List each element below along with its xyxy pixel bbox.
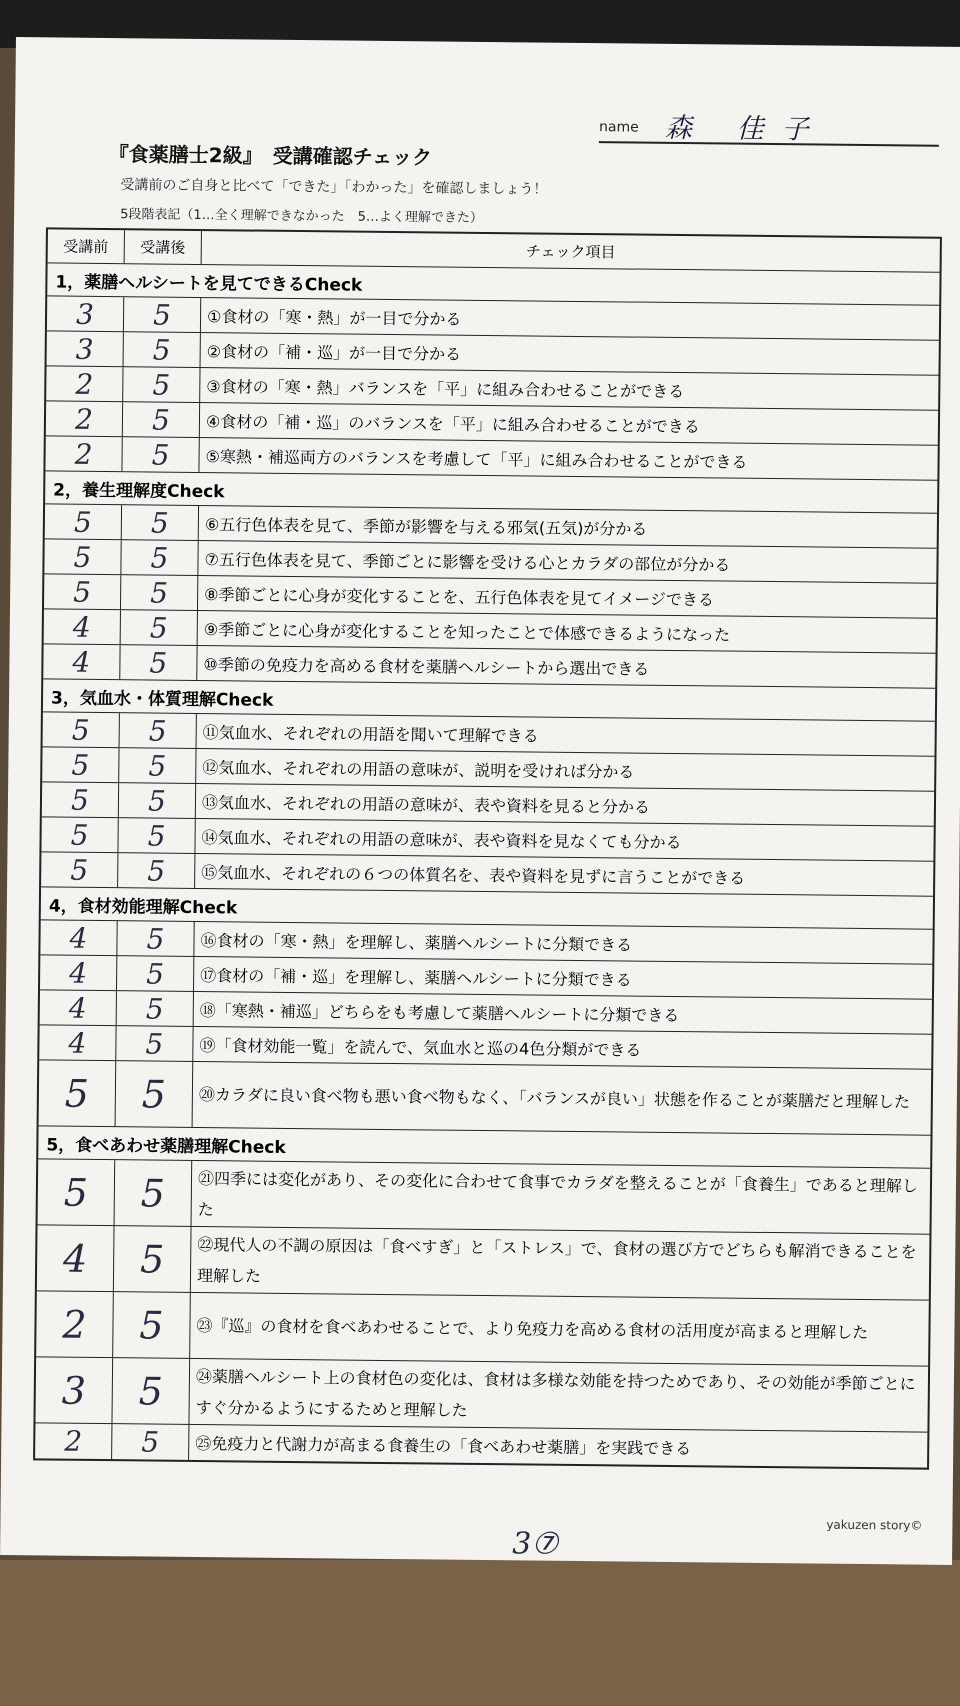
before-score: 5 <box>39 1060 117 1126</box>
check-item-text: ⑲「食材効能一覧」を読んで、気血水と巡の4色分類ができる <box>199 1035 642 1060</box>
before-score: 2 <box>46 366 123 401</box>
before-score: 2 <box>46 401 123 436</box>
wooden-desk <box>0 1560 960 1706</box>
check-item-text: ㉔薬膳ヘルシート上の食材色の変化は、食材は多様な効能を持つためであり、その効能が季節ごとにすぐ分かるようにするためと理解した <box>195 1366 916 1420</box>
after-score: 5 <box>122 505 199 540</box>
header-item: チェック項目 <box>525 242 616 262</box>
after-score: 5 <box>117 991 194 1026</box>
check-item-text: ⑬気血水、それぞれの用語の意味が、表や資料を見ると分かる <box>201 792 651 817</box>
before-score: 4 <box>40 955 117 990</box>
after-score: 5 <box>124 297 201 332</box>
check-item-text: ㉓『巡』の食材を食べあわせることで、より免疫力を高める食材の活用度が高まると理解した <box>196 1316 869 1343</box>
brand-footer: yakuzen story© <box>826 1517 923 1533</box>
check-item-text: ⑧季節ごとに心身が変化することを、五行色体表を見てイメージできる <box>204 584 715 609</box>
after-score: 5 <box>121 575 198 610</box>
check-item-row <box>36 1291 929 1366</box>
check-item-text: ⑰食材の「補・巡」を理解し、薬膳ヘルシートに分類できる <box>200 965 632 990</box>
check-item-row <box>35 1357 928 1432</box>
before-score: 2 <box>35 1423 112 1459</box>
before-score: 4 <box>43 644 120 679</box>
after-score: 5 <box>123 402 200 437</box>
section-title: 4，食材効能理解Check <box>41 887 933 929</box>
after-score: 5 <box>121 540 198 575</box>
name-label: name <box>598 119 639 136</box>
check-item-row <box>38 1159 931 1234</box>
before-score: 4 <box>40 990 117 1025</box>
before-score: 3 <box>47 296 124 331</box>
scale-note: 5段階表記（1…全く理解できなかった 5…よく理解できた） <box>120 207 484 226</box>
after-score: 5 <box>112 1358 190 1424</box>
check-table <box>33 227 942 1469</box>
check-item-text: ①食材の「寒・熱」が一目で分かる <box>206 306 462 329</box>
after-score: 5 <box>118 818 195 853</box>
section-title: 5，食べあわせ薬膳理解Check <box>38 1126 930 1168</box>
after-score: 5 <box>114 1226 192 1292</box>
before-score: 5 <box>41 817 118 852</box>
before-score: 4 <box>37 1225 115 1291</box>
check-item-text: ⑳カラダに良い食べ物も悪い食べ物もなく、「バランスが良い」状態を作ることが薬膳だと理解した <box>198 1085 911 1112</box>
before-score: 2 <box>45 436 122 471</box>
before-score: 4 <box>39 1025 116 1060</box>
check-item-text: ⑦五行色体表を見て、季節ごとに影響を受ける心とカラダの部位が分かる <box>204 549 731 575</box>
before-score: 5 <box>45 504 122 539</box>
instruction-text: 受講前のご自身と比べて「できた」「わかった」を確認しましょう！ <box>120 177 548 198</box>
check-sheet-paper <box>0 37 960 1565</box>
check-item-text: ⑭気血水、それぞれの用語の意味が、表や資料を見なくても分かる <box>201 827 682 852</box>
after-score: 5 <box>124 332 201 367</box>
before-score: 5 <box>38 1159 116 1225</box>
after-score: 5 <box>119 748 196 783</box>
section-title: 3，気血水・体質理解Check <box>43 679 935 721</box>
after-score: 5 <box>120 645 197 680</box>
before-score: 5 <box>42 747 119 782</box>
after-score: 5 <box>119 783 196 818</box>
check-item-text: ⑩季節の免疫力を高める食材を薬膳ヘルシートから選出できる <box>203 654 650 679</box>
after-score: 5 <box>118 853 195 888</box>
check-item-text: ③食材の「寒・熱」バランスを「平」に組み合わせることができる <box>206 376 685 401</box>
handwritten-name: 森 佳子 <box>664 112 827 146</box>
page-title: 『食薬膳士2級』 受講確認チェック <box>108 142 433 170</box>
check-item-text: ⑯食材の「寒・熱」を理解し、薬膳ヘルシートに分類できる <box>200 930 633 955</box>
check-item-row <box>37 1225 930 1300</box>
check-item-text: ⑮気血水、それぞれの６つの体質名を、表や資料を見ずに言うことができる <box>201 862 746 888</box>
before-score: 5 <box>43 712 120 747</box>
before-score: 2 <box>36 1291 114 1357</box>
section-title: 1，薬膳ヘルシートを見てできるCheck <box>47 263 939 305</box>
check-item-text: ⑨季節ごとに心身が変化することを知ったことで体感できるようになった <box>203 619 731 645</box>
before-score: 3 <box>47 331 124 366</box>
check-item-row <box>39 1060 932 1135</box>
after-score: 5 <box>120 713 197 748</box>
check-item-text: ⑪気血水、それぞれの用語を聞いて理解できる <box>202 722 539 746</box>
before-score: 5 <box>44 574 121 609</box>
before-score: 5 <box>42 782 119 817</box>
after-score: 5 <box>113 1292 191 1358</box>
check-item-text: ㉑四季には変化があり、その変化に合わせて食事でカラダを整えることが「食養生」であると理解した <box>197 1168 918 1219</box>
after-score: 5 <box>122 437 199 472</box>
before-score: 3 <box>35 1357 113 1423</box>
check-item-text: ⑱「寒熱・補巡」どちらをも考慮して薬膳ヘルシートに分類できる <box>199 1000 680 1025</box>
before-score: 5 <box>44 539 121 574</box>
check-item-text: ⑥五行色体表を見て、季節が影響を与える邪気(五気)が分かる <box>204 514 648 539</box>
after-score: 5 <box>117 956 194 991</box>
check-item-text: ㉒現代人の不調の原因は「食べすぎ」と「ストレス」で、食材の選び方でどちらも解消できることを理解した <box>196 1234 917 1286</box>
check-item-text: ④食材の「補・巡」のバランスを「平」に組み合わせることができる <box>205 411 700 436</box>
handwritten-page-mark: 3⑦ <box>512 1526 559 1562</box>
after-score: 5 <box>116 1026 193 1061</box>
after-score: 5 <box>112 1424 189 1460</box>
header-before: 受講前 <box>48 229 125 263</box>
before-score: 4 <box>40 920 117 955</box>
after-score: 5 <box>115 1160 193 1226</box>
check-item-text: ⑤寒熱・補巡両方のバランスを考慮して「平」に組み合わせることができる <box>205 446 748 472</box>
before-score: 5 <box>41 852 118 887</box>
before-score: 4 <box>44 609 121 644</box>
after-score: 5 <box>116 1061 194 1127</box>
header-after: 受講後 <box>125 230 202 264</box>
check-item-text: ②食材の「補・巡」が一目で分かる <box>206 341 462 364</box>
after-score: 5 <box>123 367 200 402</box>
section-title: 2，養生理解度Check <box>45 471 937 513</box>
after-score: 5 <box>121 610 198 645</box>
after-score: 5 <box>117 921 194 956</box>
check-item-text: ㉕免疫力と代謝力が高まる食養生の「食べあわせ薬膳」を実践できる <box>195 1434 692 1459</box>
check-item-text: ⑫気血水、それぞれの用語の意味が、説明を受ければ分かる <box>202 757 635 782</box>
